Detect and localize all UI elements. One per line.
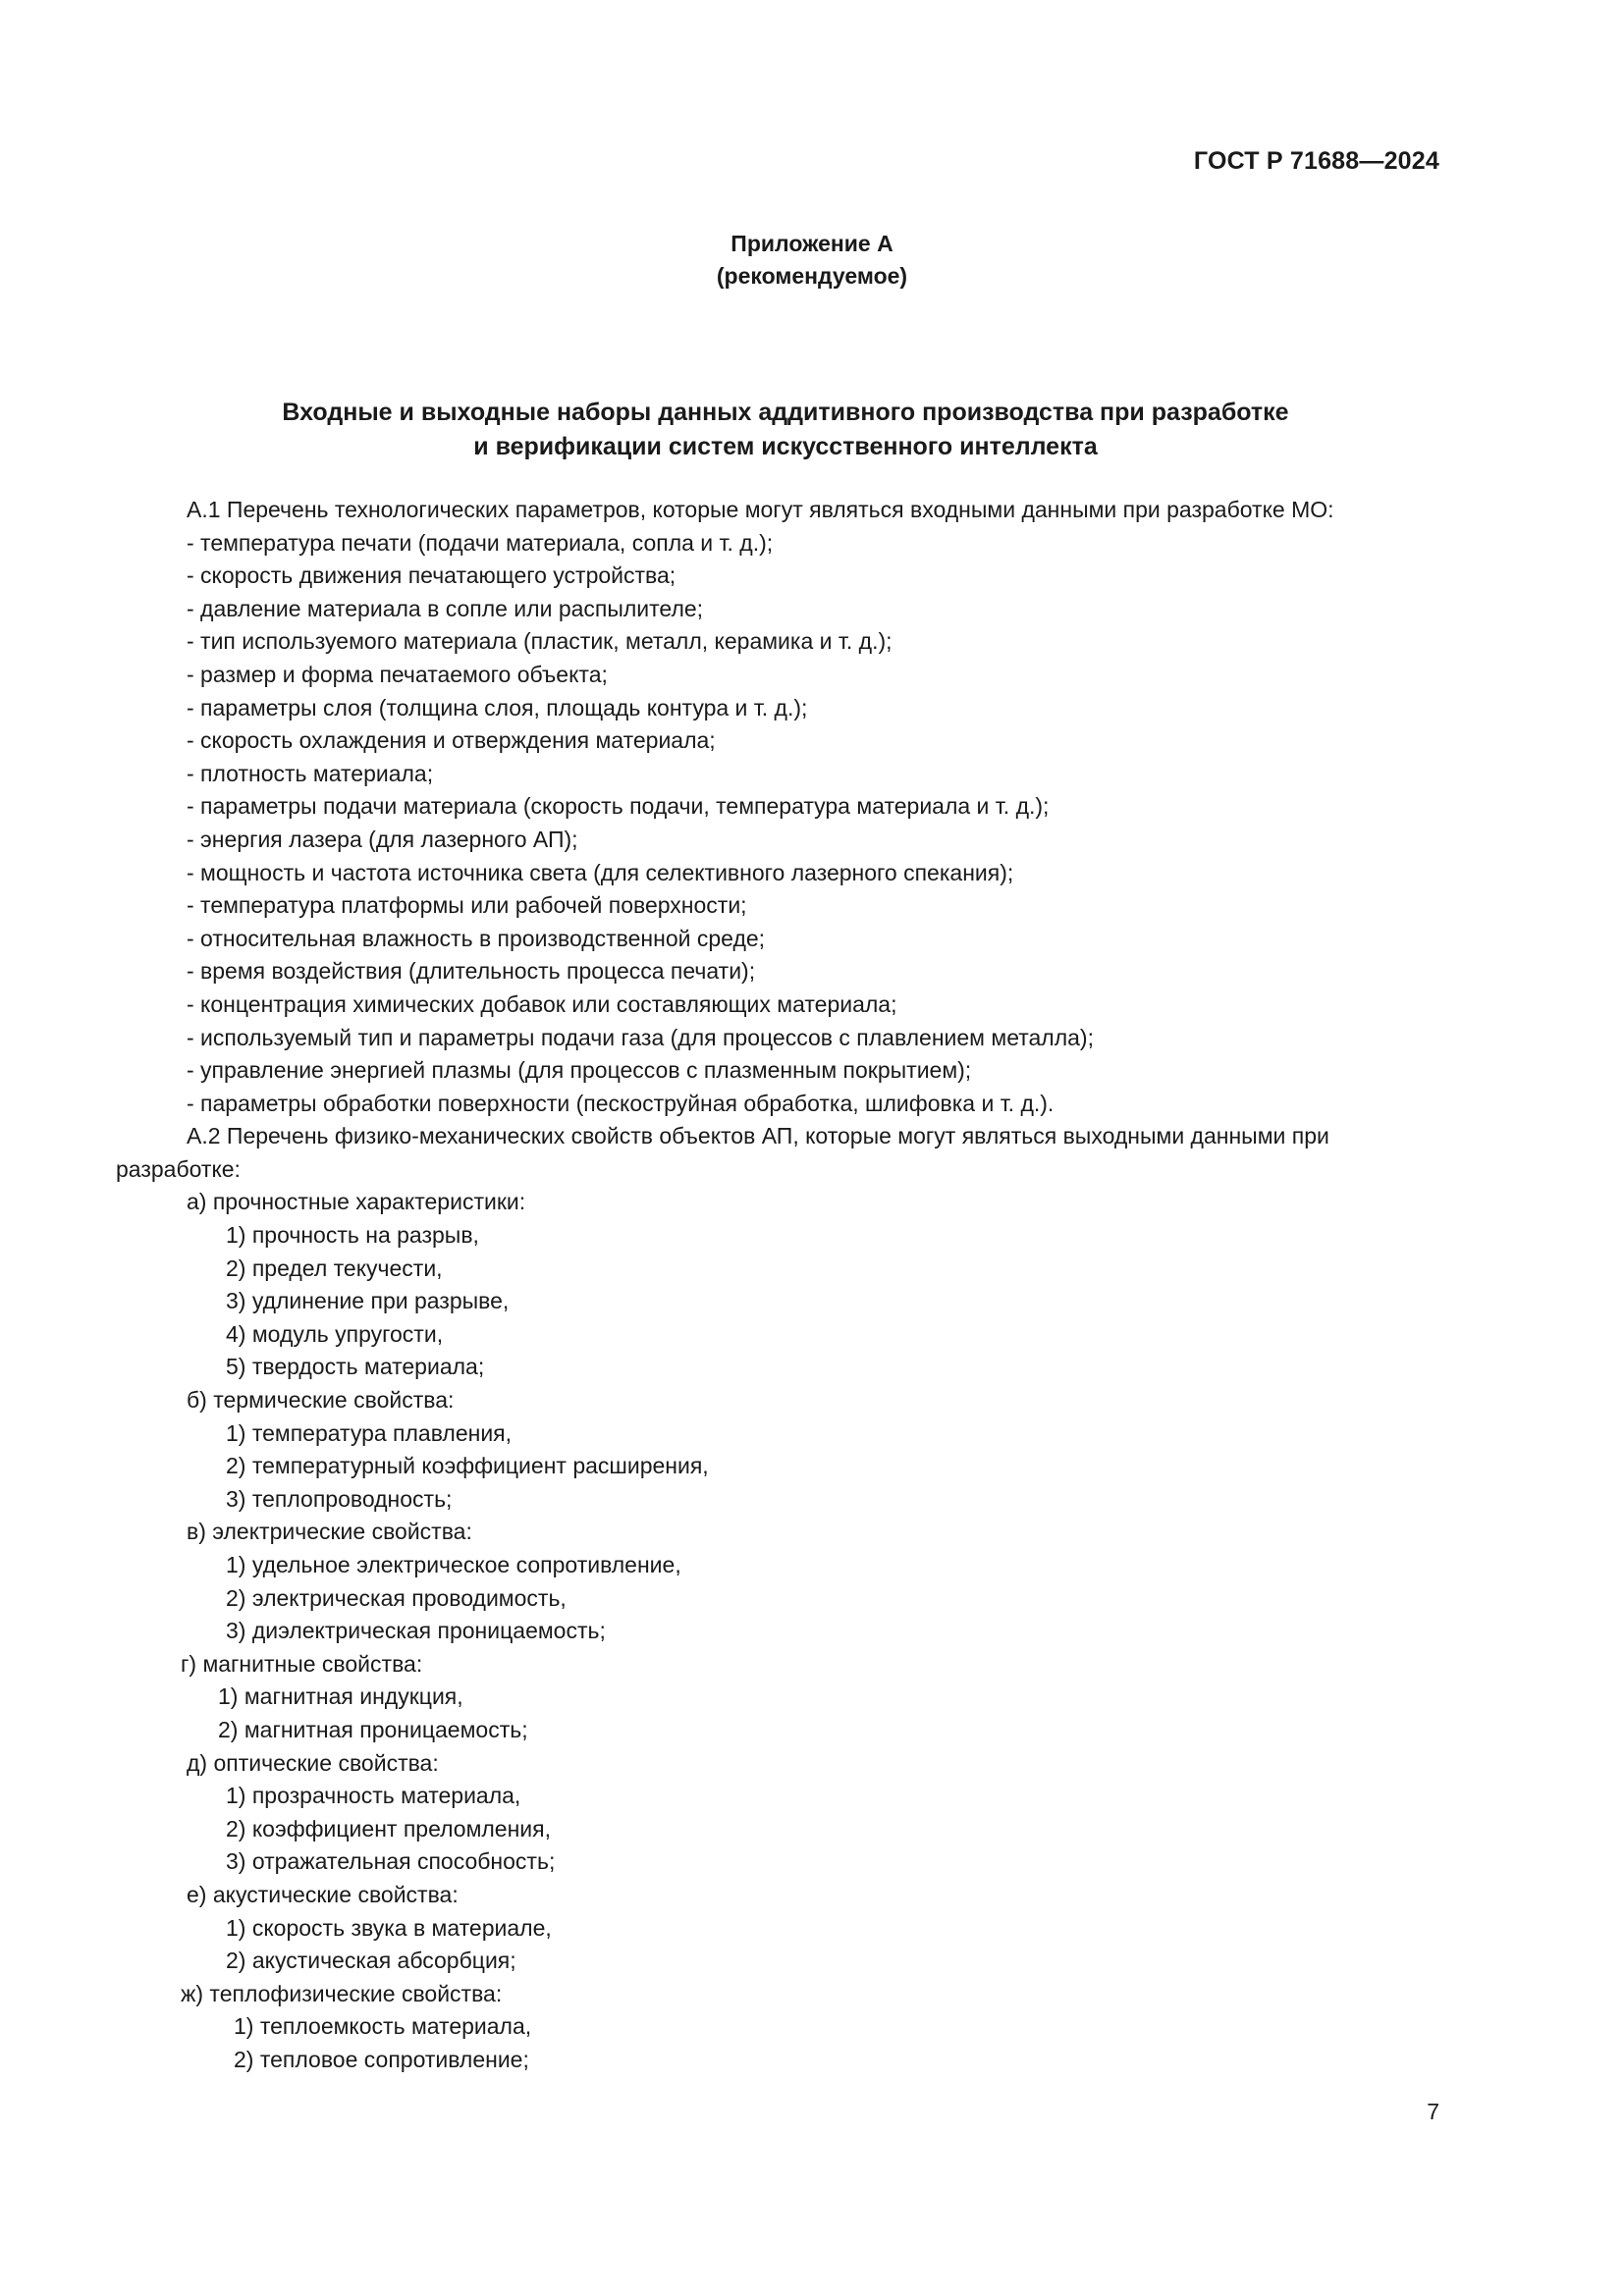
a2-group-item: 2) коэффициент преломления, <box>226 1815 551 1842</box>
a1-list-item: - размер и форма печатаемого объекта; <box>187 661 608 687</box>
a1-list-item: - концентрация химических добавок или составляющих материала; <box>187 990 897 1017</box>
a1-list-item: - тип используемого материала (пластик, металл, керамика и т. д.); <box>187 628 893 655</box>
a2-group-item: 4) модуль упругости, <box>226 1320 444 1347</box>
a2-group-item: 5) твердость материала; <box>226 1354 485 1380</box>
a2-group-label: в) электрические свойства: <box>187 1519 472 1545</box>
a1-list-item: - температура платформы или рабочей поверхности; <box>187 892 747 919</box>
section-title <box>0 396 1571 464</box>
a1-list-item: - используемый тип и параметры подачи газа (для процессов с плавлением металла); <box>187 1024 1094 1050</box>
a1-list-item: - давление материала в сопле или распылителе; <box>187 595 704 621</box>
a2-intro-line-2: разработке: <box>116 1155 241 1182</box>
appendix-heading <box>0 228 1624 293</box>
a2-group-item: 1) прочность на разрыв, <box>226 1222 479 1249</box>
a1-list-item: - управление энергией плазмы (для процессов с плазменным покрытием); <box>187 1057 972 1084</box>
a1-list-item: - относительная влажность в производственной среде; <box>187 925 766 951</box>
appendix-status: (рекомендуемое) <box>716 263 908 289</box>
a2-group-item: 2) предел текучести, <box>226 1255 443 1281</box>
a2-group-label: б) термические свойства: <box>187 1387 455 1414</box>
a1-list-item: - скорость охлаждения и отверждения материала; <box>187 727 716 754</box>
a1-list-item: - параметры обработки поверхности (пескоструйная обработка, шлифовка и т. д.). <box>187 1090 1055 1116</box>
document-body <box>116 494 1451 2077</box>
a1-list-item: - время воздействия (длительность процесса печати); <box>187 958 756 985</box>
page-number: 7 <box>1427 2099 1439 2124</box>
a2-group-item: 3) теплопроводность; <box>226 1485 453 1512</box>
a2-group-label: е) акустические свойства: <box>187 1881 459 1907</box>
a2-group-label: ж) теплофизические свойства: <box>181 1980 503 2006</box>
a2-group-item: 2) акустическая абсорбция; <box>226 1948 516 1974</box>
a2-group-item: 2) тепловое сопротивление; <box>234 2046 529 2072</box>
a2-group-item: 1) теплоемкость материала, <box>234 2013 532 2040</box>
a2-group-label: г) магнитные свойства: <box>181 1650 423 1677</box>
a2-group-item: 2) электрическая проводимость, <box>226 1584 567 1611</box>
a1-list-item: - параметры подачи материала (скорость подачи, температура материала и т. д.); <box>187 793 1050 820</box>
a2-group-item: 3) отражательная способность; <box>226 1848 556 1875</box>
document-number: ГОСТ Р 71688—2024 <box>1193 147 1439 175</box>
a2-group-item: 2) температурный коэффициент расширения, <box>226 1453 709 1479</box>
a2-group-item: 2) магнитная проницаемость; <box>218 1716 528 1742</box>
a2-group-item: 3) диэлектрическая проницаемость; <box>226 1618 606 1644</box>
a2-group-item: 3) удлинение при разрыве, <box>226 1288 510 1314</box>
a2-group-label: а) прочностные характеристики: <box>187 1189 526 1215</box>
a1-list-item: - мощность и частота источника света (для селективного лазерного спекания); <box>187 859 1014 885</box>
title-line-2: и верификации систем искусственного интеллекта <box>473 433 1098 460</box>
a1-list-item: - скорость движения печатающего устройства; <box>187 562 677 589</box>
a1-intro: А.1 Перечень технологических параметров, которые могут являться входными данными при разработке МО: <box>187 497 1334 522</box>
a2-group-item: 1) скорость звука в материале, <box>226 1914 552 1941</box>
appendix-label: Приложение А <box>731 231 893 256</box>
a1-list-item: - температура печати (подачи материала, сопла и т. д.); <box>187 529 774 556</box>
a2-group-label: д) оптические свойства: <box>187 1749 439 1776</box>
a1-list-item: - параметры слоя (толщина слоя, площадь контура и т. д.); <box>187 694 808 721</box>
a1-list-item: - плотность материала; <box>187 760 434 786</box>
a2-intro-line-1: А.2 Перечень физико-механических свойств объектов АП, которые могут являться выходными данными при <box>187 1123 1329 1149</box>
a2-group-item: 1) магнитная индукция, <box>218 1683 463 1710</box>
a1-list-item: - энергия лазера (для лазерного АП); <box>187 826 578 852</box>
title-line-1: Входные и выходные наборы данных аддитивного производства при разработке <box>282 399 1289 426</box>
a2-group-item: 1) прозрачность материала, <box>226 1783 521 1809</box>
a2-group-item: 1) удельное электрическое сопротивление, <box>226 1552 681 1577</box>
a2-group-item: 1) температура плавления, <box>226 1419 513 1446</box>
